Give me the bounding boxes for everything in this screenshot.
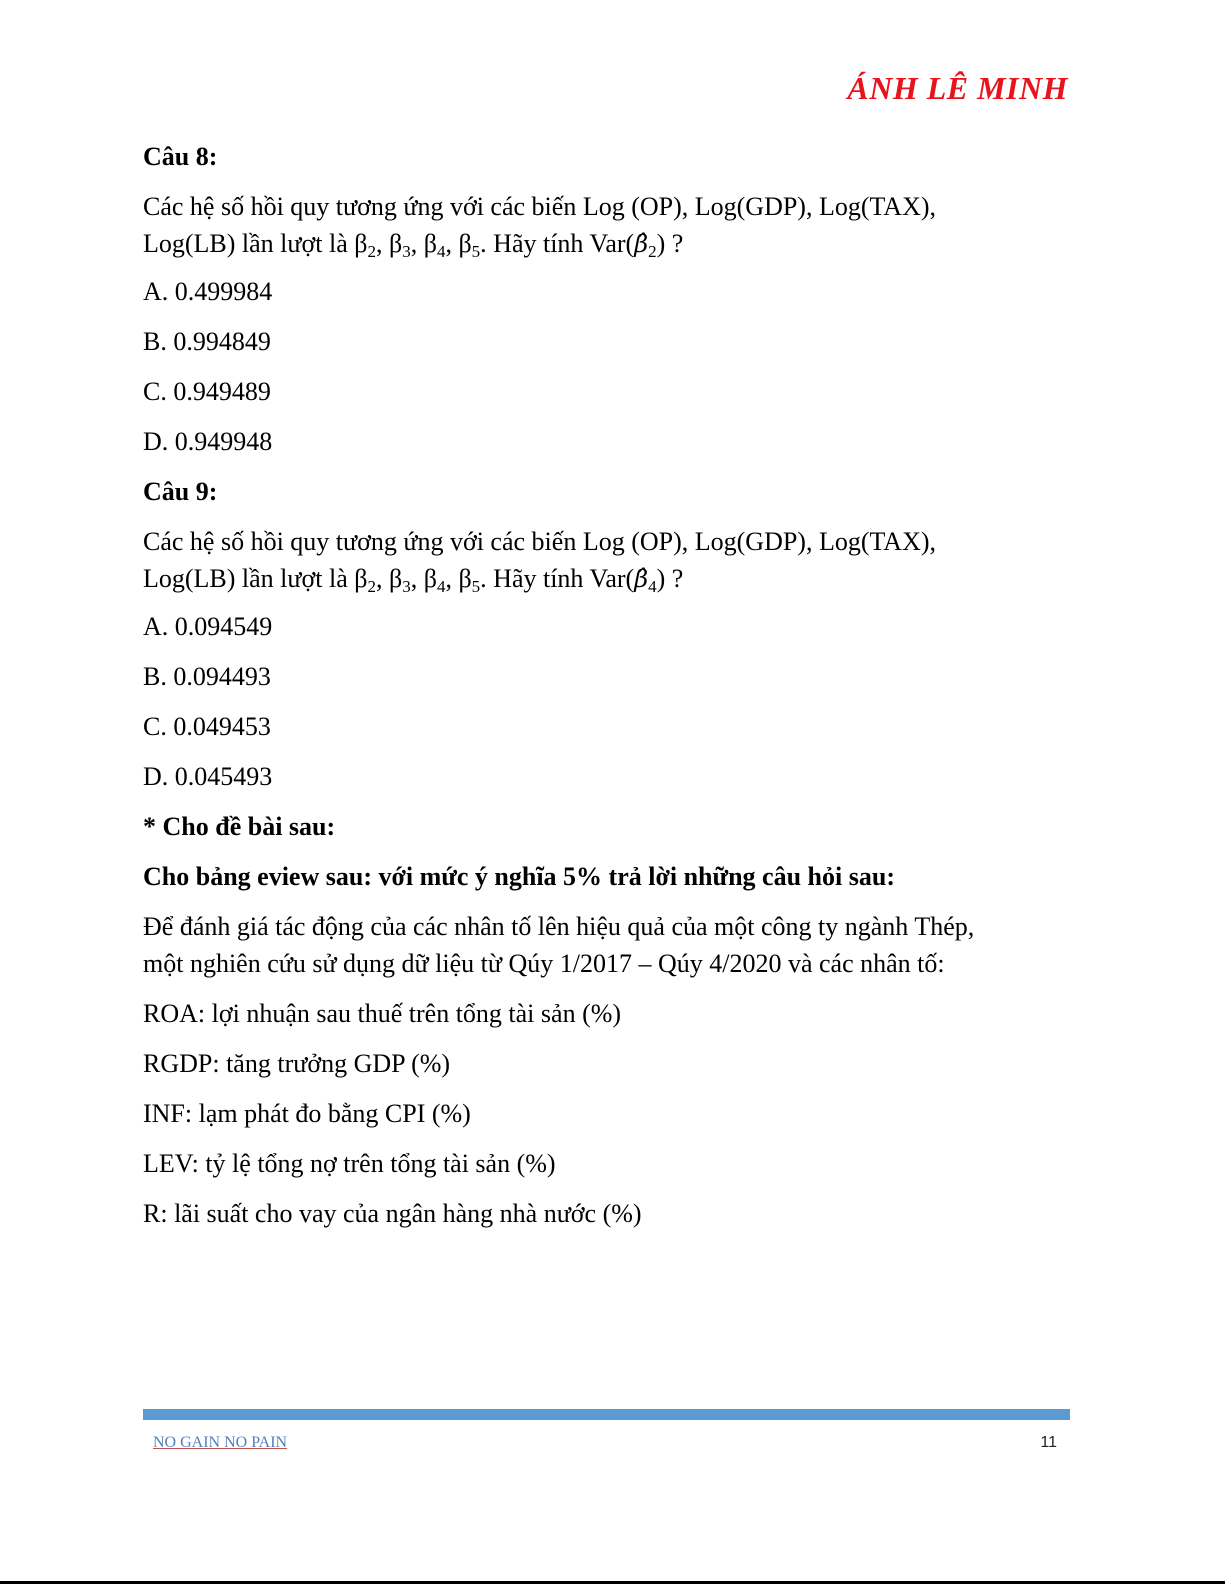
page-number: 11 — [1040, 1434, 1057, 1451]
page-bottom-edge — [0, 1581, 1225, 1584]
question-8-option-b: B. 0.994849 — [143, 327, 271, 356]
question-8-title: Câu 8: — [143, 142, 218, 171]
footer-motto: NO GAIN NO PAIN — [153, 1434, 288, 1451]
question-8-line1: Các hệ số hồi quy tương ứng với các biến Log (OP), Log(GDP), Log(TAX), — [143, 192, 937, 221]
question-8-text: Các hệ số hồi quy tương ứng với các biến Log (OP), Log(GDP), Log(TAX), Log(LB) lần lượt là $\beta_2$, $\beta_3$, $\beta_4$, $\beta_5$. Hãy tính $Var(\betâ_2)$ ? — [143, 192, 937, 261]
variable-lev: LEV: tỷ lệ tổng nợ trên tổng tài sản (%) — [143, 1149, 556, 1178]
intro-paragraph: Để đánh giá tác động của các nhân tố lên hiệu quả của một công ty ngành Thép, một nghiên cứu sử dụng dữ liệu từ Qúy 1/2017 – Qúy 4/2020 và các nhân tố: — [143, 912, 975, 978]
question-9-option-a: A. 0.094549 — [143, 612, 273, 641]
footer-divider — [143, 1409, 1070, 1420]
question-8-option-a: A. 0.499984 — [143, 277, 273, 306]
section-subheading: Cho bảng eview sau: với mức ý nghĩa 5% trả lời những câu hỏi sau: — [143, 862, 895, 891]
question-8-option-c: C. 0.949489 — [143, 377, 271, 406]
beta-hat-symbol: β̂ — [634, 565, 649, 593]
variable-inf: INF: lạm phát đo bằng CPI (%) — [143, 1099, 471, 1128]
question-9-line1: Các hệ số hồi quy tương ứng với các biến Log (OP), Log(GDP), Log(TAX), — [143, 527, 937, 556]
question-9-text: Các hệ số hồi quy tương ứng với các biến Log (OP), Log(GDP), Log(TAX), Log(LB) lần lượt là $\beta_2$, $\beta_3$, $\beta_4$, $\beta_5$. Hãy tính $Var(\betâ_4)$ ? — [143, 527, 937, 596]
beta-hat-symbol: β̂ — [634, 230, 649, 258]
variable-roa: ROA: lợi nhuận sau thuế trên tổng tài sản (%) — [143, 999, 622, 1028]
question-9-title: Câu 9: — [143, 477, 218, 506]
question-9-option-b: B. 0.094493 — [143, 662, 271, 691]
section-heading: * Cho đề bài sau: — [143, 812, 336, 841]
author-header: ÁNH LÊ MINH — [847, 70, 1068, 106]
question-9-option-c: C. 0.049453 — [143, 712, 271, 741]
question-8-option-d: D. 0.949948 — [143, 427, 273, 456]
variable-r: R: lãi suất cho vay của ngân hàng nhà nước (%) — [143, 1199, 642, 1228]
variable-rgdp: RGDP: tăng trưởng GDP (%) — [143, 1049, 451, 1078]
question-9-option-d: D. 0.045493 — [143, 762, 273, 791]
document-body — [143, 138, 1083, 1245]
